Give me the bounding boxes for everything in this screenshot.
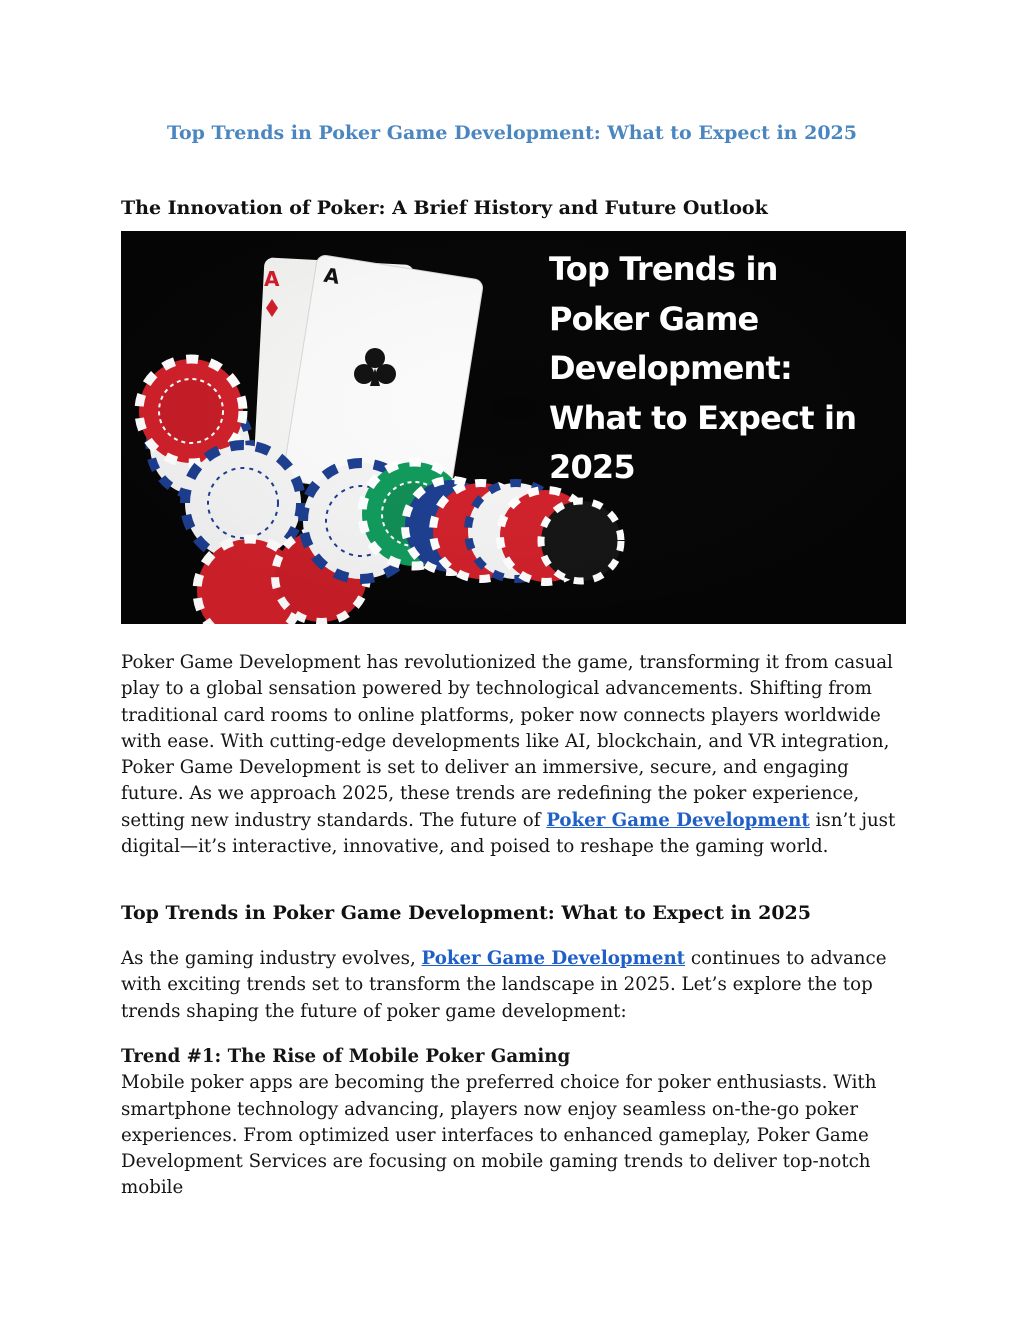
intro-paragraph	[121, 650, 911, 860]
svg-text:A: A	[264, 267, 280, 291]
trend-1-body: Mobile poker apps are becoming the preferred choice for poker enthusiasts. With smartphone technology advancing, players now enjoy seamless on-the-go poker experiences. From optimized user interfaces to enhanced gameplay, Poker Game Development Services are focusing on mobile gaming trends to deliver top-notch mobile	[121, 1072, 877, 1199]
trends-intro-text-end: continues to advance with exciting trends set to transform the landscape in 2025. Let’s explore the top trends shaping the future of poker game development:	[121, 948, 887, 1022]
trends-intro-paragraph	[121, 946, 911, 1025]
section-heading-top-trends: Top Trends in Poker Game Development: What to Expect in 2025	[121, 902, 811, 924]
svg-text:A: A	[322, 262, 342, 289]
intro-text-end: isn’t just digital—it’s interactive, innovative, and poised to reshape the gaming world.	[121, 809, 896, 858]
poker-game-development-link-2[interactable]: Poker Game Development	[421, 948, 686, 969]
hero-line-3: Development:	[549, 349, 793, 387]
hero-headline	[549, 245, 899, 493]
hero-line-5: 2025	[549, 448, 635, 486]
intro-text: Poker Game Development has revolutionized the game, transforming it from casual play to a global sensation powered by technological advancements. Shifting from traditional card rooms to online platforms, poker now connects players worldwide with ease. With cutting-edge developments like AI, blockchain, and VR integration, Poker Game Development is set to deliver an immersive, secure, and engaging future. As we approach 2025, these trends are redefining the poker experience, setting new industry standards. The future of	[121, 652, 893, 831]
hero-image	[121, 231, 906, 624]
section-heading-innovation: The Innovation of Poker: A Brief History and Future Outlook	[121, 197, 768, 219]
hero-line-2: Poker Game	[549, 299, 759, 338]
document-title: Top Trends in Poker Game Development: What to Expect in 2025	[167, 122, 857, 144]
hero-line-1: Top Trends in	[549, 250, 778, 288]
trend-1-block	[121, 1044, 911, 1202]
hero-line-4: What to Expect in	[549, 398, 857, 437]
poker-game-development-link-1[interactable]: Poker Game Development	[546, 809, 810, 831]
trend-1-heading: Trend #1: The Rise of Mobile Poker Gaming	[121, 1046, 571, 1067]
trends-intro-text: As the gaming industry evolves,	[121, 948, 422, 969]
